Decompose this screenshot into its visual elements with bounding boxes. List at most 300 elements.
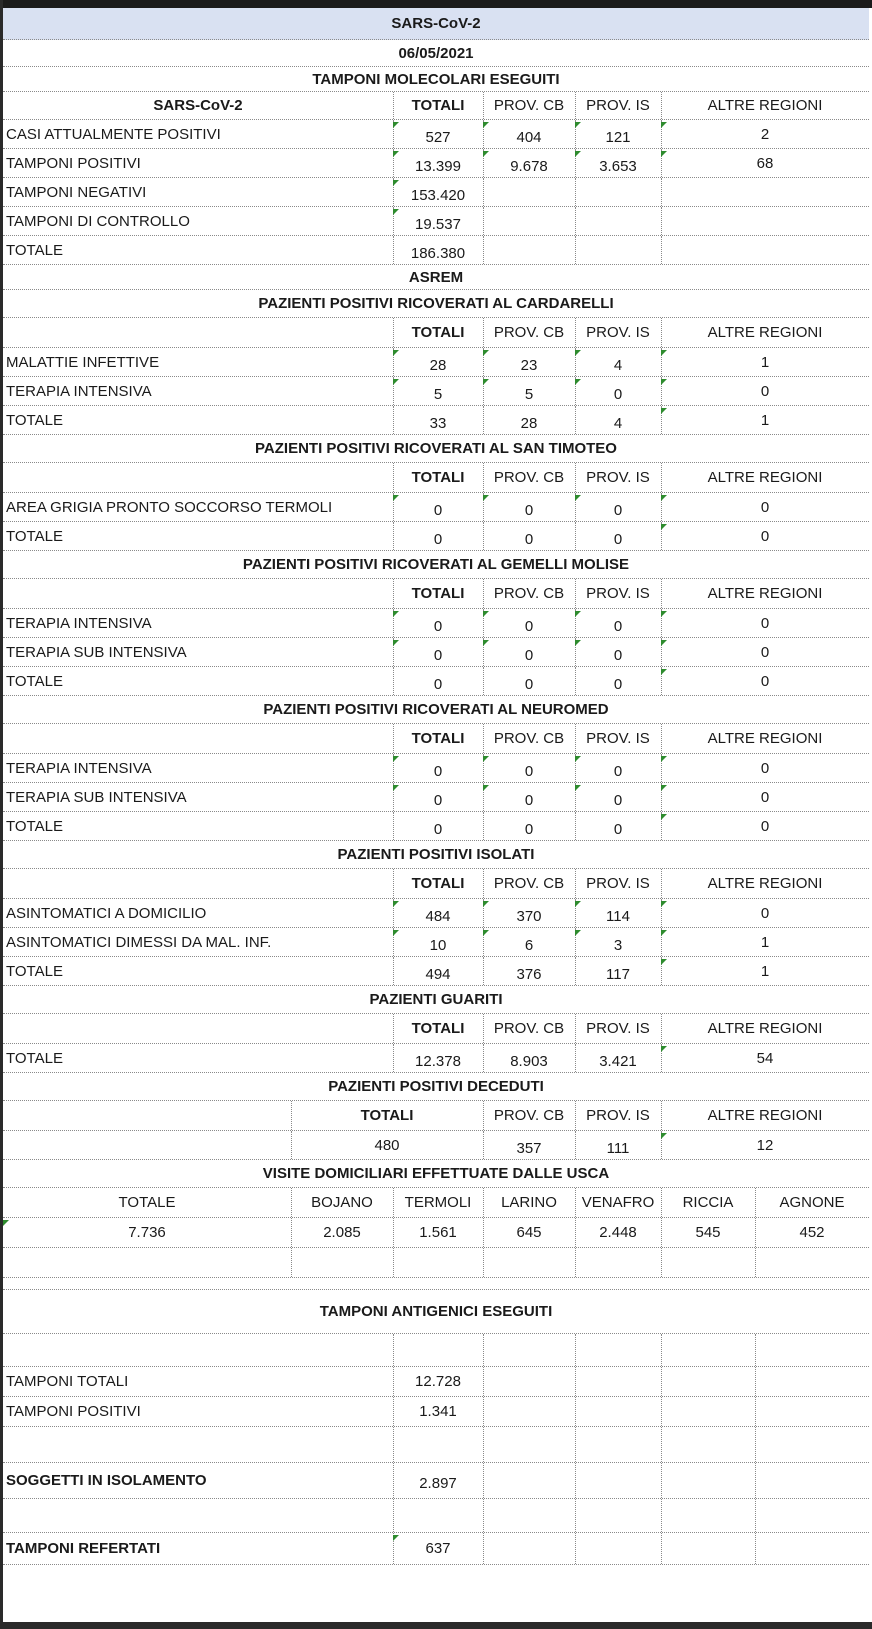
cell-marker-icon <box>575 379 581 385</box>
value-altre-regioni[interactable]: 0 <box>661 609 869 637</box>
header-altre-regioni[interactable]: ALTRE REGIONI <box>707 875 823 892</box>
empty-row <box>3 1427 869 1463</box>
table-row <box>3 957 869 986</box>
header-prov-is[interactable]: PROV. IS <box>586 1107 650 1124</box>
column-header-row <box>3 1014 869 1044</box>
usca-value[interactable]: 2.448 <box>599 1224 637 1241</box>
header-totali[interactable]: TOTALI <box>411 1020 465 1037</box>
value-totali[interactable]: 2.897 <box>419 1475 457 1492</box>
header-prov-cb[interactable]: PROV. CB <box>493 469 565 486</box>
row-label[interactable]: ASINTOMATICI A DOMICILIO <box>6 904 207 922</box>
value-altre-regioni[interactable]: 0 <box>661 783 869 811</box>
grid-line <box>661 1248 662 1277</box>
grid-line <box>755 1533 756 1564</box>
value-prov-cb[interactable]: 370 <box>483 899 575 927</box>
grid-line <box>393 1334 394 1366</box>
header-prov-is[interactable]: PROV. IS <box>586 1020 650 1037</box>
value-totali[interactable]: 484 <box>393 899 483 927</box>
cell-marker-icon <box>483 756 489 762</box>
cell-marker-icon <box>661 524 667 530</box>
section-molecolari <box>3 67 869 92</box>
value-prov-cb[interactable]: 8.903 <box>510 1052 548 1070</box>
value-totali[interactable]: 480 <box>374 1136 400 1154</box>
table-row <box>3 1397 869 1427</box>
value-prov-cb[interactable]: 0 <box>483 754 575 782</box>
value-totali[interactable]: 637 <box>393 1533 483 1564</box>
value-prov-cb[interactable]: 376 <box>516 965 542 983</box>
cell-marker-icon <box>575 151 581 157</box>
header-prov-cb[interactable]: PROV. CB <box>493 1107 565 1124</box>
grid-line <box>755 1397 756 1426</box>
value-totali[interactable]: 153.420 <box>393 178 483 206</box>
cell-marker-icon <box>393 640 399 646</box>
value-prov-is[interactable]: 0 <box>613 820 623 838</box>
cell-marker-icon <box>483 785 489 791</box>
value-prov-is[interactable]: 0 <box>575 609 661 637</box>
value-altre-regioni[interactable]: 1 <box>661 406 869 434</box>
usca-header[interactable]: AGNONE <box>779 1194 845 1211</box>
column-header-row <box>3 92 869 120</box>
table-row <box>3 928 869 957</box>
header-altre-regioni[interactable]: ALTRE REGIONI <box>707 730 823 747</box>
value-prov-is[interactable]: 114 <box>575 899 661 927</box>
cell-marker-icon <box>393 611 399 617</box>
value-prov-is[interactable]: 121 <box>575 120 661 148</box>
table-row <box>3 522 869 551</box>
table-row <box>3 207 869 236</box>
value-totali[interactable]: 12.378 <box>415 1052 461 1070</box>
value-prov-cb[interactable]: 9.678 <box>483 149 575 177</box>
row-label[interactable]: TERAPIA INTENSIVA <box>6 759 152 777</box>
row-label[interactable]: TAMPONI DI CONTROLLO <box>6 212 190 230</box>
table-row <box>3 609 869 638</box>
cell-marker-icon <box>393 785 399 791</box>
table-row <box>3 406 869 435</box>
grid-line <box>575 1533 576 1564</box>
cell-marker-icon <box>483 151 489 157</box>
value-altre-regioni[interactable]: 0 <box>661 667 869 695</box>
value-prov-cb[interactable]: 6 <box>483 928 575 956</box>
grid-line <box>661 1334 662 1366</box>
grid-line <box>483 178 484 206</box>
row-label[interactable]: TOTALE <box>6 1049 63 1067</box>
usca-header[interactable]: TOTALE <box>118 1194 176 1211</box>
table-row <box>3 1463 869 1499</box>
value-altre-regioni[interactable]: 0 <box>661 812 869 840</box>
section-gemelli-text: PAZIENTI POSITIVI RICOVERATI AL GEMELLI MOLISE <box>242 556 630 573</box>
value-altre-regioni[interactable]: 1 <box>661 928 869 956</box>
grid-line <box>483 1499 484 1532</box>
value-totali[interactable]: 28 <box>393 348 483 376</box>
table-row <box>3 1044 869 1073</box>
header-altre-regioni[interactable]: ALTRE REGIONI <box>707 469 823 486</box>
grid-line <box>755 1248 756 1277</box>
table-row <box>3 236 869 265</box>
grid-line <box>755 1334 756 1366</box>
table-row <box>3 1533 869 1565</box>
table-row <box>3 667 869 696</box>
cell-marker-icon <box>483 930 489 936</box>
header-prov-cb[interactable]: PROV. CB <box>493 585 565 602</box>
cell-marker-icon <box>661 814 667 820</box>
cell-marker-icon <box>661 379 667 385</box>
cell-marker-icon <box>661 350 667 356</box>
value-totali[interactable]: 0 <box>433 820 443 838</box>
cell-marker-icon <box>661 408 667 414</box>
value-totali[interactable]: 0 <box>433 675 443 693</box>
header-label[interactable]: SARS-CoV-2 <box>153 97 243 114</box>
grid-line <box>483 1367 484 1396</box>
table-row <box>3 812 869 841</box>
cell-marker-icon <box>661 930 667 936</box>
row-label[interactable]: TOTALE <box>6 962 63 980</box>
grid-line <box>755 1499 756 1532</box>
value-altre-regioni[interactable]: 1 <box>661 957 869 985</box>
value-prov-is[interactable]: 3.421 <box>599 1052 637 1070</box>
value-prov-is[interactable]: 0 <box>575 377 661 405</box>
section-asrem-text: ASREM <box>408 268 464 286</box>
section-deceduti <box>3 1073 869 1101</box>
section-deceduti-text: PAZIENTI POSITIVI DECEDUTI <box>328 1078 544 1095</box>
cell-marker-icon <box>575 495 581 501</box>
value-prov-cb[interactable]: 0 <box>483 493 575 521</box>
row-label[interactable]: TAMPONI TOTALI <box>6 1373 129 1390</box>
grid-line <box>575 1463 576 1498</box>
empty-row <box>3 1248 869 1278</box>
header-altre-regioni[interactable]: ALTRE REGIONI <box>707 324 823 341</box>
cell-marker-icon <box>393 180 399 186</box>
usca-header[interactable]: LARINO <box>501 1194 557 1211</box>
row-label[interactable]: MALATTIE INFETTIVE <box>6 353 160 371</box>
header-totali[interactable]: TOTALI <box>411 730 465 747</box>
spacer-row <box>3 1278 869 1290</box>
section-molecolari-text: TAMPONI MOLECOLARI ESEGUITI <box>312 70 560 88</box>
cell-marker-icon <box>483 379 489 385</box>
value-prov-is[interactable]: 111 <box>606 1139 630 1157</box>
value-prov-is[interactable]: 0 <box>575 783 661 811</box>
grid-line <box>575 1499 576 1532</box>
grid-line <box>755 1463 756 1498</box>
value-prov-is[interactable]: 4 <box>575 348 661 376</box>
usca-value[interactable]: 7.736 <box>3 1218 291 1247</box>
grid-line <box>291 1248 292 1277</box>
value-totali[interactable]: 0 <box>393 754 483 782</box>
row-label[interactable]: TAMPONI POSITIVI <box>6 154 141 172</box>
grid-line <box>483 236 484 264</box>
column-header-row <box>3 869 869 899</box>
value-totali[interactable]: 0 <box>393 609 483 637</box>
row-label[interactable]: TERAPIA INTENSIVA <box>6 614 152 632</box>
grid-line <box>483 1248 484 1277</box>
grid-line <box>661 1427 662 1462</box>
value-prov-is[interactable]: 0 <box>575 638 661 666</box>
value-prov-cb[interactable]: 0 <box>524 675 534 693</box>
grid-line <box>575 1334 576 1366</box>
cell-marker-icon <box>661 756 667 762</box>
header-totali[interactable]: TOTALI <box>411 469 465 486</box>
section-antigenici-text: TAMPONI ANTIGENICI ESEGUITI <box>319 1303 553 1320</box>
cell-marker-icon <box>575 785 581 791</box>
section-antigenici <box>3 1290 869 1334</box>
usca-value[interactable]: 545 <box>695 1224 721 1241</box>
section-usca-text: VISITE DOMICILIARI EFFETTUATE DALLE USCA <box>262 1165 610 1182</box>
header-prov-cb[interactable]: PROV. CB <box>493 324 565 341</box>
grid-line <box>393 1248 394 1277</box>
header-totali[interactable]: TOTALI <box>411 875 465 892</box>
value-totali[interactable]: 186.380 <box>410 244 466 262</box>
usca-value[interactable]: 1.561 <box>419 1224 457 1241</box>
grid-line <box>575 1427 576 1462</box>
value-altre-regioni[interactable]: 68 <box>661 149 869 177</box>
row-label[interactable]: CASI ATTUALMENTE POSITIVI <box>6 125 221 143</box>
header-prov-is[interactable]: PROV. IS <box>586 469 650 486</box>
section-cardarelli-text: PAZIENTI POSITIVI RICOVERATI AL CARDARELLI <box>258 295 614 312</box>
table-row <box>3 638 869 667</box>
value-totali[interactable]: 5 <box>393 377 483 405</box>
column-header-row <box>3 724 869 754</box>
row-label[interactable]: TOTALE <box>6 817 63 835</box>
row-label[interactable]: TERAPIA SUB INTENSIVA <box>6 788 187 806</box>
grid-line <box>575 178 576 206</box>
value-totali[interactable]: 13.399 <box>393 149 483 177</box>
grid-line <box>575 1248 576 1277</box>
value-totali[interactable]: 494 <box>425 965 451 983</box>
value-totali[interactable]: 0 <box>393 783 483 811</box>
sheet-date-text: 06/05/2021 <box>398 44 474 62</box>
cell-marker-icon <box>483 122 489 128</box>
row-label[interactable]: AREA GRIGIA PRONTO SOCCORSO TERMOLI <box>6 498 333 516</box>
grid-line <box>483 1533 484 1564</box>
cell-marker-icon <box>393 350 399 356</box>
value-prov-cb[interactable]: 0 <box>483 783 575 811</box>
section-usca <box>3 1160 869 1188</box>
row-label[interactable]: TOTALE <box>6 527 63 545</box>
cell-marker-icon <box>661 122 667 128</box>
value-altre-regioni[interactable]: 0 <box>661 638 869 666</box>
cell-marker-icon <box>661 1133 667 1139</box>
cell-marker-icon <box>661 495 667 501</box>
row-label[interactable]: TOTALE <box>6 411 63 429</box>
cell-marker-icon <box>661 669 667 675</box>
cell-marker-icon <box>483 350 489 356</box>
grid-line <box>661 178 662 206</box>
row-label[interactable]: TAMPONI POSITIVI <box>6 1403 141 1420</box>
row-label[interactable]: TAMPONI NEGATIVI <box>6 183 147 201</box>
cell-marker-icon <box>393 930 399 936</box>
column-header-row <box>3 579 869 609</box>
header-prov-cb[interactable]: PROV. CB <box>493 730 565 747</box>
sheet-title <box>3 8 869 40</box>
value-prov-cb[interactable]: 357 <box>516 1139 542 1157</box>
cell-marker-icon <box>661 611 667 617</box>
value-prov-is[interactable]: 3.653 <box>575 149 661 177</box>
value-altre-regioni[interactable]: 0 <box>661 522 869 550</box>
column-header-row <box>3 1101 869 1131</box>
window-top-edge <box>0 0 872 8</box>
grid-line <box>661 1533 662 1564</box>
value-prov-is[interactable]: 0 <box>613 530 623 548</box>
cell-marker-icon <box>393 901 399 907</box>
header-altre-regioni[interactable]: ALTRE REGIONI <box>707 97 823 114</box>
value-totali[interactable]: 0 <box>433 530 443 548</box>
grid-line <box>661 1463 662 1498</box>
value-prov-cb[interactable]: 0 <box>524 530 534 548</box>
header-prov-cb[interactable]: PROV. CB <box>493 875 565 892</box>
usca-value[interactable]: 452 <box>799 1224 825 1241</box>
table-row <box>3 178 869 207</box>
grid-line <box>755 1367 756 1396</box>
value-prov-cb[interactable]: 0 <box>524 820 534 838</box>
header-altre-regioni[interactable]: ALTRE REGIONI <box>707 1107 823 1124</box>
section-san-timoteo <box>3 435 869 463</box>
cell-marker-icon <box>661 1046 667 1052</box>
cell-marker-icon <box>575 350 581 356</box>
section-isolati-text: PAZIENTI POSITIVI ISOLATI <box>337 846 535 863</box>
section-gemelli <box>3 551 869 579</box>
grid-line <box>393 1427 394 1462</box>
value-altre-regioni[interactable]: 2 <box>661 120 869 148</box>
value-totali[interactable]: 0 <box>393 493 483 521</box>
grid-line <box>575 1367 576 1396</box>
section-asrem <box>3 265 869 290</box>
header-totali[interactable]: TOTALI <box>411 97 465 114</box>
column-header-row <box>3 318 869 348</box>
header-prov-cb[interactable]: PROV. CB <box>493 1020 565 1037</box>
table-row <box>3 377 869 406</box>
header-prov-is[interactable]: PROV. IS <box>586 875 650 892</box>
header-totali[interactable]: TOTALI <box>360 1107 414 1124</box>
cell-marker-icon <box>393 1535 399 1541</box>
value-altre-regioni[interactable]: 1 <box>661 348 869 376</box>
grid-line <box>483 1334 484 1366</box>
cell-marker-icon <box>575 930 581 936</box>
section-neuromed-text: PAZIENTI POSITIVI RICOVERATI AL NEUROMED <box>263 701 609 718</box>
usca-header[interactable]: RICCIA <box>682 1194 734 1211</box>
table-row <box>3 1218 869 1248</box>
section-san-timoteo-text: PAZIENTI POSITIVI RICOVERATI AL SAN TIMOTEO <box>255 440 617 457</box>
value-altre-regioni[interactable]: 0 <box>661 754 869 782</box>
section-cardarelli <box>3 290 869 318</box>
header-altre-regioni[interactable]: ALTRE REGIONI <box>707 585 823 602</box>
cell-marker-icon <box>661 785 667 791</box>
grid-line <box>575 236 576 264</box>
usca-header[interactable]: BOJANO <box>311 1194 373 1211</box>
value-altre-regioni[interactable]: 0 <box>661 377 869 405</box>
value-totali[interactable]: 0 <box>393 638 483 666</box>
value-totali[interactable]: 10 <box>393 928 483 956</box>
usca-header[interactable]: TERMOLI <box>404 1194 472 1211</box>
grid-line <box>483 1427 484 1462</box>
value-prov-is[interactable]: 4 <box>613 414 623 432</box>
row-label[interactable]: TERAPIA SUB INTENSIVA <box>6 643 187 661</box>
cell-marker-icon <box>575 756 581 762</box>
header-prov-cb[interactable]: PROV. CB <box>493 97 565 114</box>
value-altre-regioni[interactable]: 54 <box>661 1044 869 1072</box>
row-label[interactable]: SOGGETTI IN ISOLAMENTO <box>6 1472 207 1489</box>
header-altre-regioni[interactable]: ALTRE REGIONI <box>707 1020 823 1037</box>
cell-marker-icon <box>661 959 667 965</box>
table-row <box>3 493 869 522</box>
value-totali[interactable]: 12.728 <box>415 1373 461 1390</box>
header-totali[interactable]: TOTALI <box>411 324 465 341</box>
value-prov-cb[interactable]: 0 <box>483 609 575 637</box>
cell-marker-icon <box>575 640 581 646</box>
cell-marker-icon <box>393 122 399 128</box>
grid-line <box>661 1397 662 1426</box>
cell-marker-icon <box>393 756 399 762</box>
value-prov-cb[interactable]: 28 <box>520 414 538 432</box>
grid-line <box>575 1397 576 1426</box>
value-totali[interactable]: 1.341 <box>419 1403 457 1420</box>
cell-marker-icon <box>575 901 581 907</box>
value-prov-cb[interactable]: 23 <box>483 348 575 376</box>
header-prov-is[interactable]: PROV. IS <box>586 585 650 602</box>
value-prov-is[interactable]: 0 <box>575 754 661 782</box>
value-totali[interactable]: 19.537 <box>393 207 483 235</box>
cell-marker-icon <box>393 495 399 501</box>
section-guariti <box>3 986 869 1014</box>
table-row <box>3 149 869 178</box>
cell-marker-icon <box>483 901 489 907</box>
usca-header[interactable]: VENAFRO <box>581 1194 655 1211</box>
value-prov-cb[interactable]: 0 <box>483 638 575 666</box>
value-prov-cb[interactable]: 404 <box>483 120 575 148</box>
usca-value[interactable]: 2.085 <box>323 1224 361 1241</box>
value-prov-is[interactable]: 0 <box>575 493 661 521</box>
row-label[interactable]: TERAPIA INTENSIVA <box>6 382 152 400</box>
cell-marker-icon <box>3 1220 9 1226</box>
table-row <box>3 783 869 812</box>
row-label[interactable]: TOTALE <box>6 672 63 690</box>
value-prov-cb[interactable]: 5 <box>483 377 575 405</box>
grid-line <box>393 1499 394 1532</box>
sheet-date <box>3 40 869 67</box>
table-row <box>3 1367 869 1397</box>
row-label[interactable]: TOTALE <box>6 241 63 259</box>
table-row <box>3 120 869 149</box>
header-totali[interactable]: TOTALI <box>411 585 465 602</box>
cell-marker-icon <box>483 640 489 646</box>
cell-marker-icon <box>661 901 667 907</box>
grid-line <box>483 207 484 235</box>
value-prov-is[interactable]: 117 <box>606 965 630 983</box>
cell-marker-icon <box>483 611 489 617</box>
header-prov-is[interactable]: PROV. IS <box>586 730 650 747</box>
value-prov-is[interactable]: 0 <box>613 675 623 693</box>
cell-marker-icon <box>393 379 399 385</box>
cell-marker-icon <box>575 122 581 128</box>
value-altre-regioni[interactable]: 0 <box>661 493 869 521</box>
header-prov-is[interactable]: PROV. IS <box>586 324 650 341</box>
grid-line <box>483 1397 484 1426</box>
cell-marker-icon <box>661 640 667 646</box>
cell-marker-icon <box>661 151 667 157</box>
header-prov-is[interactable]: PROV. IS <box>586 97 650 114</box>
value-totali[interactable]: 33 <box>429 414 447 432</box>
usca-value[interactable]: 645 <box>516 1224 542 1241</box>
grid-line <box>661 1499 662 1532</box>
cell-marker-icon <box>393 151 399 157</box>
cell-marker-icon <box>483 495 489 501</box>
grid-line <box>661 1367 662 1396</box>
value-prov-is[interactable]: 3 <box>575 928 661 956</box>
row-label[interactable]: ASINTOMATICI DIMESSI DA MAL. INF. <box>6 933 272 951</box>
row-label[interactable]: TAMPONI REFERTATI <box>6 1540 161 1557</box>
value-altre-regioni[interactable]: 12 <box>661 1131 869 1159</box>
table-row <box>3 1131 869 1160</box>
value-totali[interactable]: 527 <box>393 120 483 148</box>
value-altre-regioni[interactable]: 0 <box>661 899 869 927</box>
